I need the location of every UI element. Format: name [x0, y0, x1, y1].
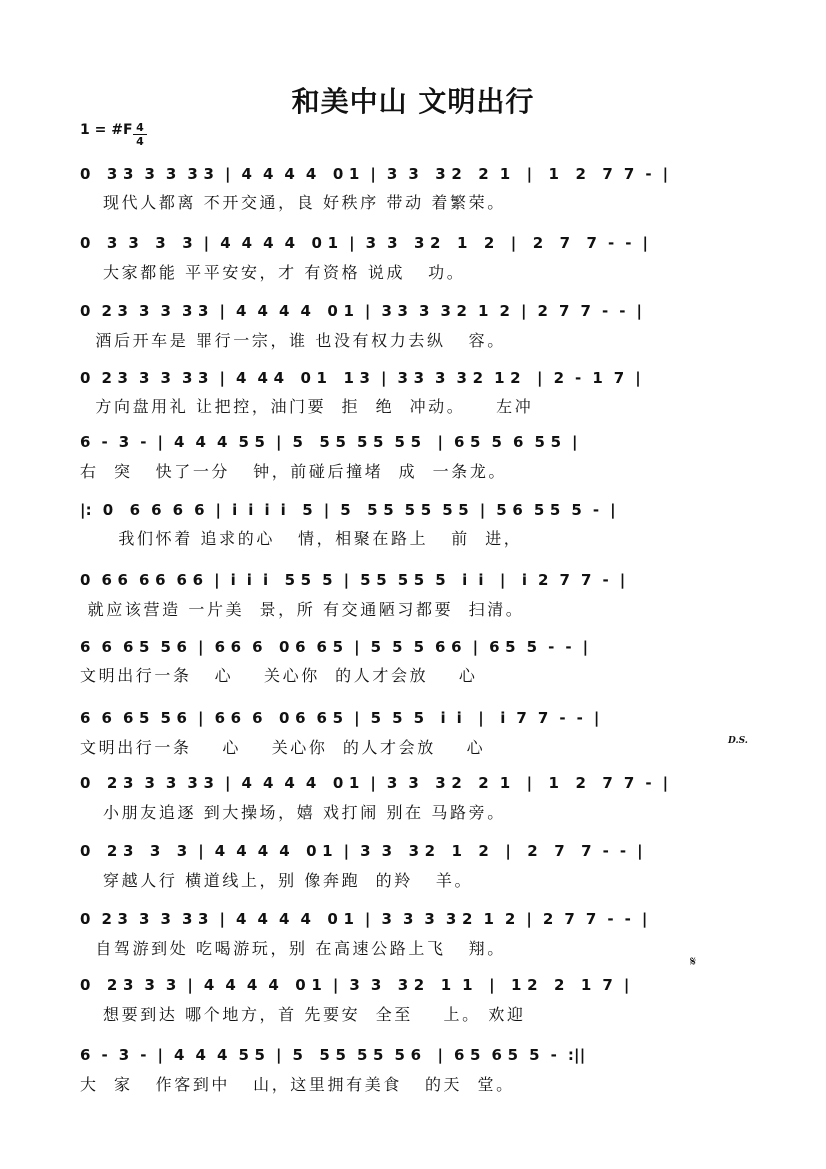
ds-marking: D.S. — [728, 736, 748, 746]
lyrics-line: 现代人都离 不开交通，良 好秩序 带动 着繁荣。 — [80, 193, 506, 212]
lyrics-line: 方向盘用礼 让把控，油门要 拒 绝 冲动。 左冲 — [80, 397, 534, 416]
lyrics-line: 想要到达 哪个地方，首 先要安 全至 上。 欢迎 — [80, 1005, 526, 1024]
notes-line: 0 2 3 3 3 3 3 | 4 4 4 4 0 1 | 3 3 3 2 2 1 | 1 2 7 7 - | — [80, 774, 669, 792]
lyrics-line: 文明出行一条 心 关心你 的人才会放 心 — [80, 666, 478, 685]
key-signature: 1 = #F — [80, 122, 133, 138]
segno-icon: 𝄋 — [690, 954, 697, 970]
meter-top: 4 — [136, 121, 144, 134]
meter-bottom: 4 — [136, 135, 144, 148]
notes-line: 0 2 3 3 3 3 3 | 4 4 4 0 1 1 3 | 3 3 3 3 2 1 2 | 2 - 1 7 | — [80, 369, 641, 387]
notes-line: 6 6 6 5 5 6 | 6 6 6 0 6 6 5 | 5 5 5 i i | i 7 7 - - | — [80, 709, 600, 727]
lyrics-line: 大家都能 平平安安，才 有资格 说成 功。 — [80, 263, 466, 282]
lyrics-line: 大 家 作客到中 山，这里拥有美食 的天 堂。 — [80, 1075, 515, 1094]
lyrics-line: 就应该营造 一片美 景，所 有交通陋习都要 扫清。 — [80, 600, 525, 619]
notes-line: |: 0 6 6 6 6 | i i i i 5 | 5 5 5 5 5 5 5 | 5 6 5 5 5 - | — [80, 501, 616, 519]
notes-line: 6 6 6 5 5 6 | 6 6 6 0 6 6 5 | 5 5 5 6 6 | 6 5 5 - - | — [80, 638, 589, 656]
notes-line: 6 - 3 - | 4 4 4 5 5 | 5 5 5 5 5 5 6 | 6 5 6 5 5 - :|| — [80, 1046, 586, 1064]
notes-line: 0 3 3 3 3 3 3 | 4 4 4 4 0 1 | 3 3 3 2 2 1 | 1 2 7 7 - | — [80, 165, 669, 183]
page-title: 和美中山 文明出行 — [291, 85, 535, 118]
notes-line: 0 2 3 3 3 | 4 4 4 4 0 1 | 3 3 3 2 1 2 | 2 7 7 - - | — [80, 842, 643, 860]
notes-line: 0 2 3 3 3 3 3 | 4 4 4 4 0 1 | 3 3 3 3 2 1 2 | 2 7 7 - - | — [80, 910, 648, 928]
notes-line: 0 2 3 3 3 | 4 4 4 4 0 1 | 3 3 3 2 1 1 | 1 2 2 1 7 | — [80, 976, 630, 994]
time-signature — [133, 122, 147, 147]
lyrics-line: 我们怀着 追求的心 情，相聚在路上 前 进， — [80, 529, 523, 548]
notes-line: 0 3 3 3 3 | 4 4 4 4 0 1 | 3 3 3 2 1 2 | 2 7 7 - - | — [80, 234, 649, 252]
notes-line: 6 - 3 - | 4 4 4 5 5 | 5 5 5 5 5 5 5 | 6 5 5 6 5 5 | — [80, 433, 578, 451]
lyrics-line: 酒后开车是 罪行一宗，谁 也没有权力去纵 容。 — [80, 331, 506, 350]
lyrics-line: 小朋友追逐 到大操场，嬉 戏打闹 别在 马路旁。 — [80, 803, 506, 822]
lyrics-line: 文明出行一条 心 关心你 的人才会放 心 — [80, 738, 486, 757]
lyrics-line: 穿越人行 横道线上，别 像奔跑 的羚 羊。 — [80, 871, 474, 890]
notes-line: 0 6 6 6 6 6 6 | i i i 5 5 5 | 5 5 5 5 5 i i | i 2 7 7 - | — [80, 571, 626, 589]
notes-line: 0 2 3 3 3 3 3 | 4 4 4 4 0 1 | 3 3 3 3 2 1 2 | 2 7 7 - - | — [80, 302, 643, 320]
lyrics-line: 右 突 快了一分 钟，前碰后撞堵 成 一条龙。 — [80, 462, 508, 481]
lyrics-line: 自驾游到处 吃喝游玩，别 在高速公路上飞 翔。 — [80, 939, 506, 958]
